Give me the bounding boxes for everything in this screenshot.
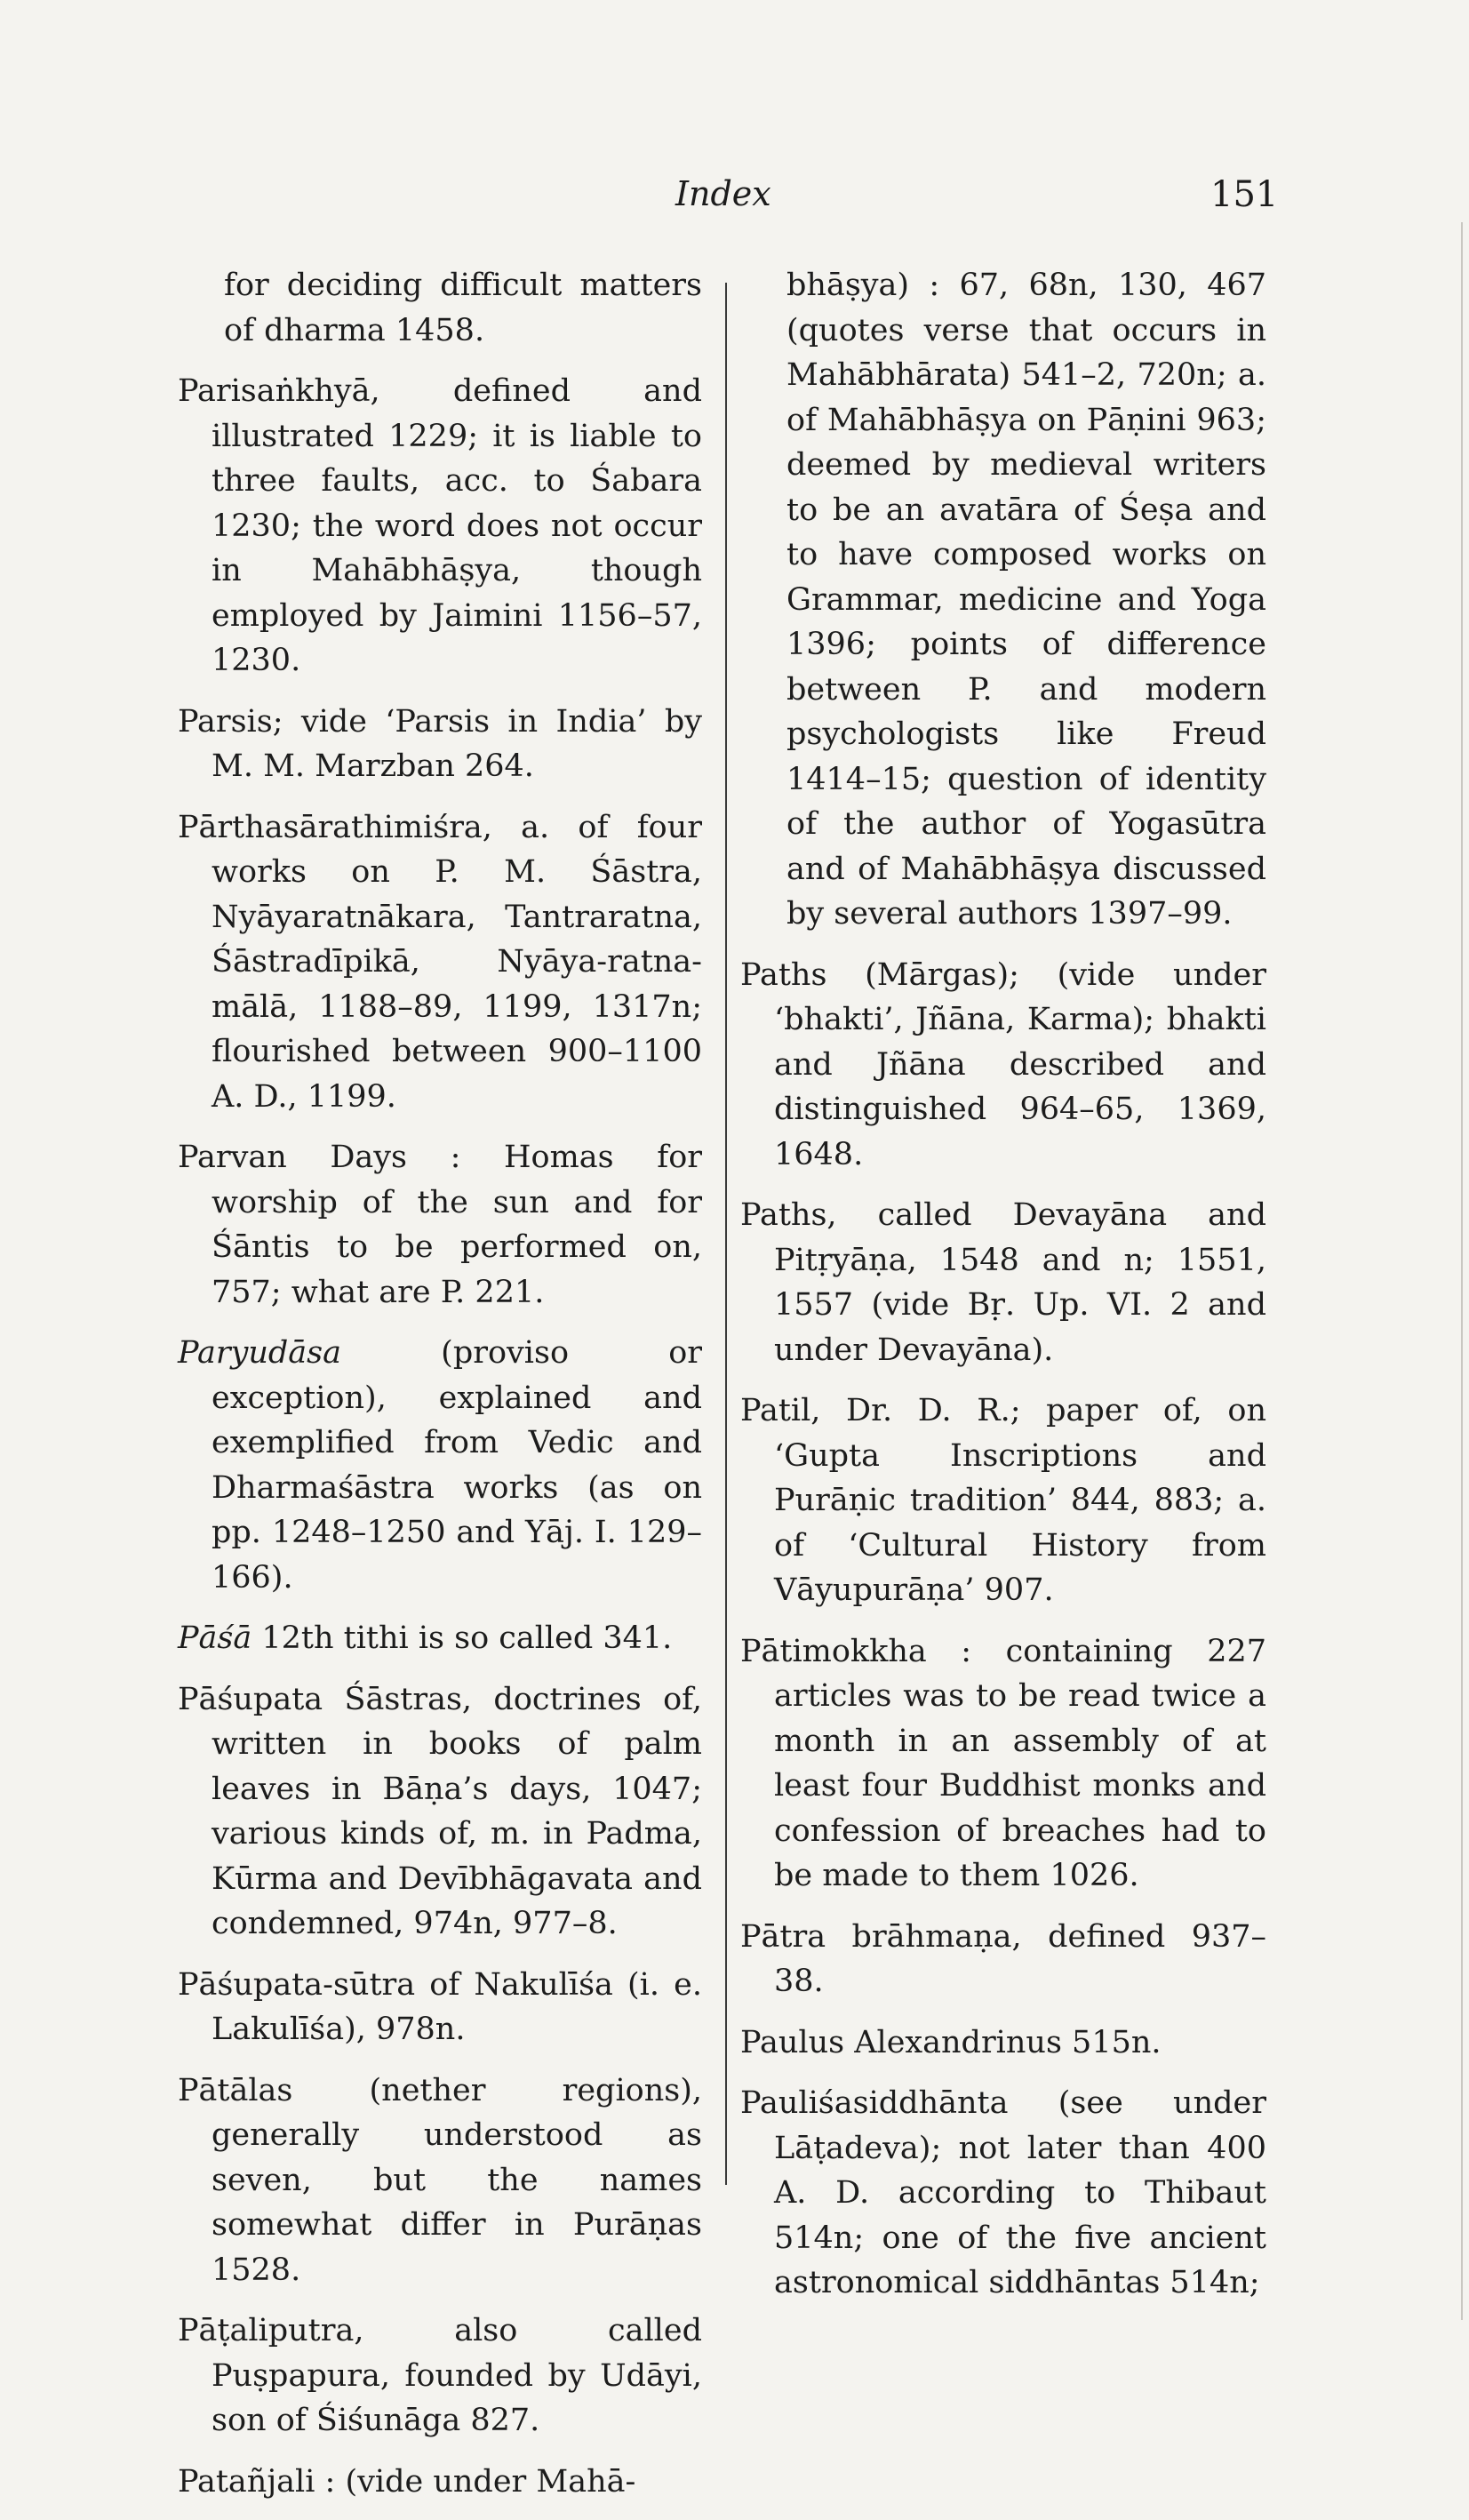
- page-number: 151: [1210, 174, 1279, 215]
- entry-text: 12th tithi is so called 341.: [251, 1620, 673, 1656]
- entry-headword: Parvan Days :: [178, 1140, 461, 1175]
- entry-text: containing 227 articles was to be read twice a month in an assembly of at least four Buddhist monks and confession of breaches had to be made to them 1026.: [774, 1633, 1266, 1893]
- entry-text: (proviso or exception), explained and exemplified from Vedic and Dharmaśāstra works (as on pp. 1248–1250 and Yāj. I. 129–166).: [212, 1335, 702, 1596]
- index-entry: [178, 700, 702, 789]
- page-edge-shadow: [1461, 222, 1463, 2320]
- entry-headword: Pauliśasiddhānta: [740, 2085, 1009, 2121]
- entry-headword: Parisaṅkhyā,: [178, 373, 380, 409]
- entry-headword: Patañjali :: [178, 2463, 336, 2500]
- entry-text: of Nakulīśa (i. e. Lakulīśa), 978n.: [212, 1966, 702, 2047]
- entry-text: (nether regions), generally understood as seven, but the names somewhat differ in Purāṇas 1528.: [212, 2072, 702, 2288]
- index-entry: [178, 2460, 702, 2505]
- index-entry: [178, 1616, 702, 1661]
- left-column: [178, 263, 702, 2520]
- index-entry: [178, 1135, 702, 1315]
- index-entry: [178, 369, 702, 684]
- entry-text: Dr. D. R.; paper of, on ‘Gupta Inscriptions and Purāṇic tradition’ 844, 883; a. of ‘Cultural History from Vāyupurāṇa’ 907.: [774, 1393, 1266, 1608]
- entry-text: vide ‘Parsis in India’ by M. M. Marzban 264.: [212, 703, 702, 784]
- index-entry: [740, 953, 1266, 1178]
- index-entry: [178, 1331, 702, 1600]
- entry-headword: Pātālas: [178, 2072, 293, 2108]
- entry-headword: Pārthasārathimiśra,: [178, 809, 492, 845]
- entry-headword: Pāśupata: [178, 1681, 323, 1717]
- entry-headword: Parsis;: [178, 703, 283, 740]
- entry-headword: Paulus: [740, 2024, 845, 2060]
- index-entry: [740, 1388, 1266, 1613]
- index-entry: [178, 1677, 702, 1947]
- index-entry: [740, 1629, 1266, 1899]
- entry-text: Alexandrinus 515n.: [844, 2024, 1162, 2060]
- entry-headword: Paths: [740, 956, 827, 993]
- entry-headword: Pātra: [740, 1918, 826, 1955]
- entry-text: (vide under Mahā-: [335, 2463, 636, 2500]
- entry-text: (see under Lāṭadeva); not later than 400 A. D. according to Thibaut 514n; one of the five ancient astronomical siddhāntas 514n;: [774, 2085, 1266, 2300]
- entry-headword: Pāśā: [178, 1620, 252, 1656]
- entry-headword: Pāśupata-sūtra: [178, 1966, 416, 2003]
- entry-text: defined and illustrated 1229; it is liable to three faults, acc. to Śabara 1230; the word does not occur in Mahābhāṣya, though employed by Jaimini 1156–57, 1230.: [212, 373, 702, 678]
- index-entry: [740, 2081, 1266, 2306]
- entry-text: bhāṣya) : 67, 68n, 130, 467 (quotes verse that occurs in Mahābhārata) 541–2, 720n; a. of Mahābhāṣya on Pāṇini 963; deemed by medieval writers to be an avatāra of Śeṣa and to have composed works on Grammar, medicine and Yoga 1396; points of difference between P. and modern psychologists like Freud 1414–15; question of identity of the author of Yogasūtra and of Mahābhāṣya discussed by several authors 1397–99.: [786, 268, 1266, 932]
- running-title: Index: [675, 174, 771, 213]
- entry-headword: Pātimokkha :: [740, 1633, 972, 1669]
- entry-headword: Paths,: [740, 1197, 837, 1233]
- right-column: [740, 263, 1266, 2322]
- entry-text: called Devayāna and Pitṛyāṇa, 1548 and n; 1551, 1557 (vide Bṛ. Up. VI. 2 and under Devayāna).: [774, 1197, 1266, 1368]
- index-entry: [178, 263, 702, 353]
- entry-text: brāhmaṇa, defined 937–38.: [774, 1918, 1266, 1999]
- entry-headword: Paryudāsa: [178, 1335, 341, 1371]
- entry-text: for deciding difficult matters of dharma 1458.: [224, 268, 702, 348]
- index-entry: [178, 2068, 702, 2293]
- entry-text: Homas for worship of the sun and for Śāntis to be performed on, 757; what are P. 221.: [212, 1140, 702, 1310]
- index-entry: [740, 1915, 1266, 2004]
- entry-text: Śāstras, doctrines of, written in books of palm leaves in Bāṇa’s days, 1047; various kinds of, m. in Padma, Kūrma and Devībhāgavata and condemned, 974n, 977–8.: [212, 1681, 702, 1941]
- index-entry: [178, 2308, 702, 2444]
- column-divider: [725, 283, 727, 2185]
- index-entry: [178, 1963, 702, 2052]
- index-entry: [740, 1193, 1266, 1372]
- index-entry: [178, 805, 702, 1120]
- index-entry: [740, 2020, 1266, 2066]
- entry-text: a. of four works on P. M. Śāstra, Nyāyaratnākara, Tantraratna, Śāstradīpikā, Nyāya-ratna-mālā, 1188–89, 1199, 1317n; flourished between 900–1100 A. D., 1199.: [212, 809, 702, 1115]
- page-header: [0, 174, 1469, 228]
- entry-headword: Pāṭaliputra,: [178, 2313, 364, 2348]
- entry-text: (Mārgas); (vide under ‘bhakti’, Jñāna, Karma); bhakti and Jñāna described and distinguished 964–65, 1369, 1648.: [774, 956, 1266, 1172]
- entry-text: also called Puṣpapura, founded by Udāyi, son of Śiśunāga 827.: [212, 2313, 702, 2438]
- index-entry: [740, 263, 1266, 937]
- entry-headword: Patil,: [740, 1393, 821, 1428]
